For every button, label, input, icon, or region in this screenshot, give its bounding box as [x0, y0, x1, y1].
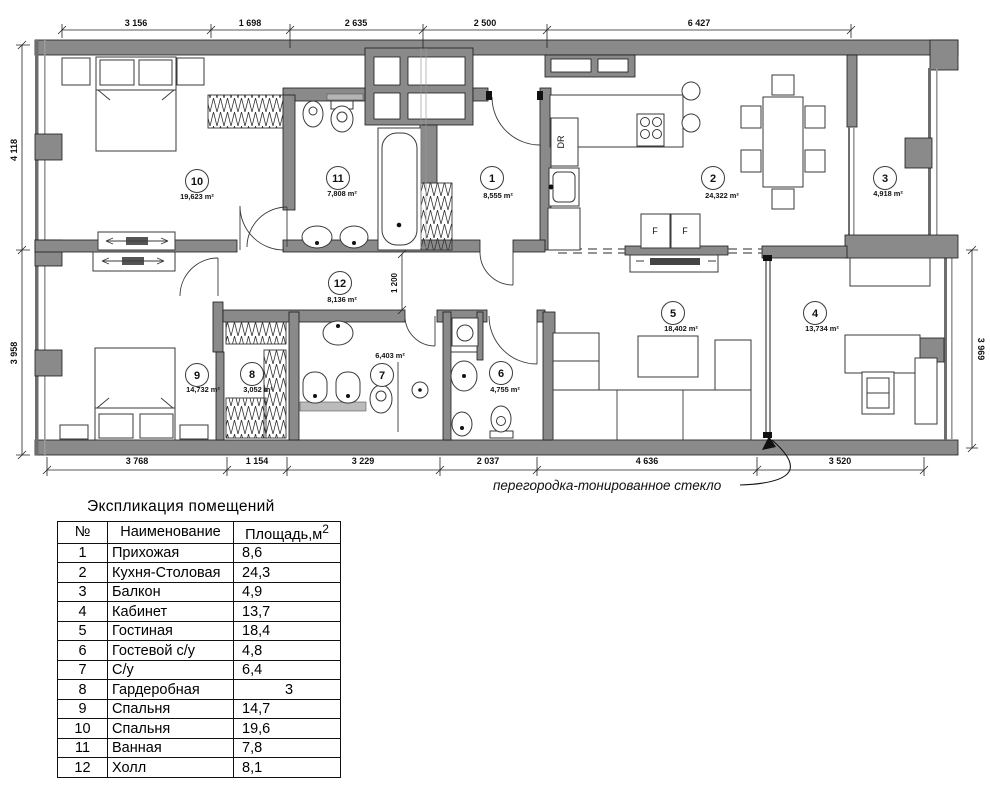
svg-text:8,136 m²: 8,136 m² [327, 295, 357, 304]
dim-top-1: 3 156 [124, 18, 148, 28]
svg-text:1: 1 [488, 173, 496, 185]
room-label-11 [327, 167, 358, 199]
cell-name: С/у [108, 660, 234, 680]
cell-name: Балкон [108, 582, 234, 602]
cell-area: 4,9 [234, 582, 341, 602]
cell-name: Прихожая [108, 543, 234, 563]
cell-num: 12 [58, 758, 108, 778]
svg-text:7: 7 [378, 370, 386, 382]
table-row [58, 719, 341, 739]
table-row [58, 758, 341, 778]
dim-top-5: 6 427 [687, 18, 711, 28]
cell-name: Ванная [108, 738, 234, 758]
cell-num: 1 [58, 543, 108, 563]
table-row [58, 680, 341, 700]
cell-area: 4,8 [234, 641, 341, 661]
svg-text:11: 11 [332, 173, 344, 185]
svg-text:3: 3 [881, 173, 889, 185]
svg-text:6,403 m²: 6,403 m² [375, 351, 405, 360]
cell-name: Гостиная [108, 621, 234, 641]
cell-name: Кухня-Столовая [108, 563, 234, 583]
dim-bottom-6: 3 520 [828, 456, 852, 466]
room-label-10 [180, 170, 214, 202]
svg-text:6: 6 [497, 368, 505, 380]
bathroom-7-fixtures [300, 321, 428, 432]
svg-text:13,734 m²: 13,734 m² [805, 324, 839, 333]
table-row [58, 641, 341, 661]
cell-name: Гостевой с/у [108, 641, 234, 661]
svg-text:8: 8 [248, 369, 256, 381]
dim-right-1: 3 969 [976, 337, 986, 361]
cell-num: 3 [58, 582, 108, 602]
annotation-text: перегородка-тонированное стекло [493, 478, 722, 493]
dryer-label: DR [556, 135, 566, 149]
svg-text:18,402 m²: 18,402 m² [664, 324, 698, 333]
glass-partition [763, 255, 772, 438]
svg-text:2: 2 [709, 173, 717, 185]
svg-text:12: 12 [333, 278, 347, 290]
cell-num: 11 [58, 738, 108, 758]
cell-area: 19,6 [234, 719, 341, 739]
table-row [58, 543, 341, 563]
table-row [58, 563, 341, 583]
svg-text:4,918 m²: 4,918 m² [873, 189, 903, 198]
cell-area: 18,4 [234, 621, 341, 641]
dim-bottom-2: 1 154 [245, 456, 269, 466]
cell-num: 9 [58, 699, 108, 719]
cell-area: 3 [234, 680, 341, 700]
dim-inner-1: 1 200 [390, 272, 399, 294]
svg-text:4: 4 [811, 308, 819, 320]
table-header-row [58, 522, 341, 544]
table-row [58, 699, 341, 719]
dim-left-2: 3 958 [9, 341, 19, 365]
cell-area: 6,4 [234, 660, 341, 680]
cell-name: Гардеробная [108, 680, 234, 700]
svg-text:3,052 m²: 3,052 m² [243, 385, 273, 394]
living-room-furniture [553, 255, 751, 440]
room-label-5 [662, 302, 699, 334]
cell-num: 4 [58, 602, 108, 622]
room-label-1 [481, 167, 514, 201]
col-header-name: Наименование [108, 522, 234, 544]
table-row [58, 660, 341, 680]
dim-top-4: 2 500 [473, 18, 497, 28]
room-label-3 [873, 167, 903, 199]
svg-text:5: 5 [669, 308, 677, 320]
col-header-number: № [58, 522, 108, 544]
svg-text:7,808 m²: 7,808 m² [327, 189, 357, 198]
cell-num: 5 [58, 621, 108, 641]
dim-left-1: 4 118 [9, 138, 19, 162]
kitchen-furniture [548, 75, 825, 250]
dim-bottom-1: 3 768 [125, 456, 149, 466]
table-row [58, 602, 341, 622]
bedroom-9-furniture [60, 252, 208, 440]
room-label-7 [371, 351, 406, 387]
table-row [58, 621, 341, 641]
cell-name: Холл [108, 758, 234, 778]
svg-text:10: 10 [190, 176, 204, 188]
table-row [58, 582, 341, 602]
bedroom-10-furniture [62, 57, 204, 250]
cell-num: 2 [58, 563, 108, 583]
dim-bottom-4: 2 037 [476, 456, 500, 466]
cell-name: Кабинет [108, 602, 234, 622]
dim-top-3: 2 635 [344, 18, 368, 28]
cell-name: Спальня [108, 719, 234, 739]
table-row [58, 738, 341, 758]
svg-text:19,623 m²: 19,623 m² [180, 192, 214, 201]
cell-area: 24,3 [234, 563, 341, 583]
cell-area: 8,1 [234, 758, 341, 778]
cell-num: 10 [58, 719, 108, 739]
dim-bottom-5: 4 636 [635, 456, 659, 466]
fridge-label-2: F [682, 226, 688, 236]
svg-text:9: 9 [193, 370, 201, 382]
room-label-2 [702, 167, 740, 201]
dim-bottom-3: 3 229 [351, 456, 375, 466]
cell-area: 14,7 [234, 699, 341, 719]
cell-num: 6 [58, 641, 108, 661]
explication-table [57, 521, 341, 778]
room-label-6 [490, 362, 521, 395]
room-label-9 [186, 364, 221, 395]
cell-area: 13,7 [234, 602, 341, 622]
svg-text:24,322 m²: 24,322 m² [705, 191, 739, 200]
cell-num: 7 [58, 660, 108, 680]
cell-area: 7,8 [234, 738, 341, 758]
explication-section [57, 498, 341, 778]
svg-text:14,732 m²: 14,732 m² [186, 385, 220, 394]
room-label-4 [804, 302, 840, 334]
col-header-area: $Площадь,м^2$ [234, 522, 341, 544]
cell-num: 8 [58, 680, 108, 700]
cell-name: Спальня [108, 699, 234, 719]
svg-text:8,555 m²: 8,555 m² [483, 191, 513, 200]
dim-top-2: 1 698 [238, 18, 262, 28]
room-label-12 [327, 272, 357, 305]
svg-text:4,755 m²: 4,755 m² [490, 385, 520, 394]
fridge-label-1: F [652, 226, 658, 236]
explication-title: Экспликация помещений [87, 498, 275, 515]
cell-area: 8,6 [234, 543, 341, 563]
